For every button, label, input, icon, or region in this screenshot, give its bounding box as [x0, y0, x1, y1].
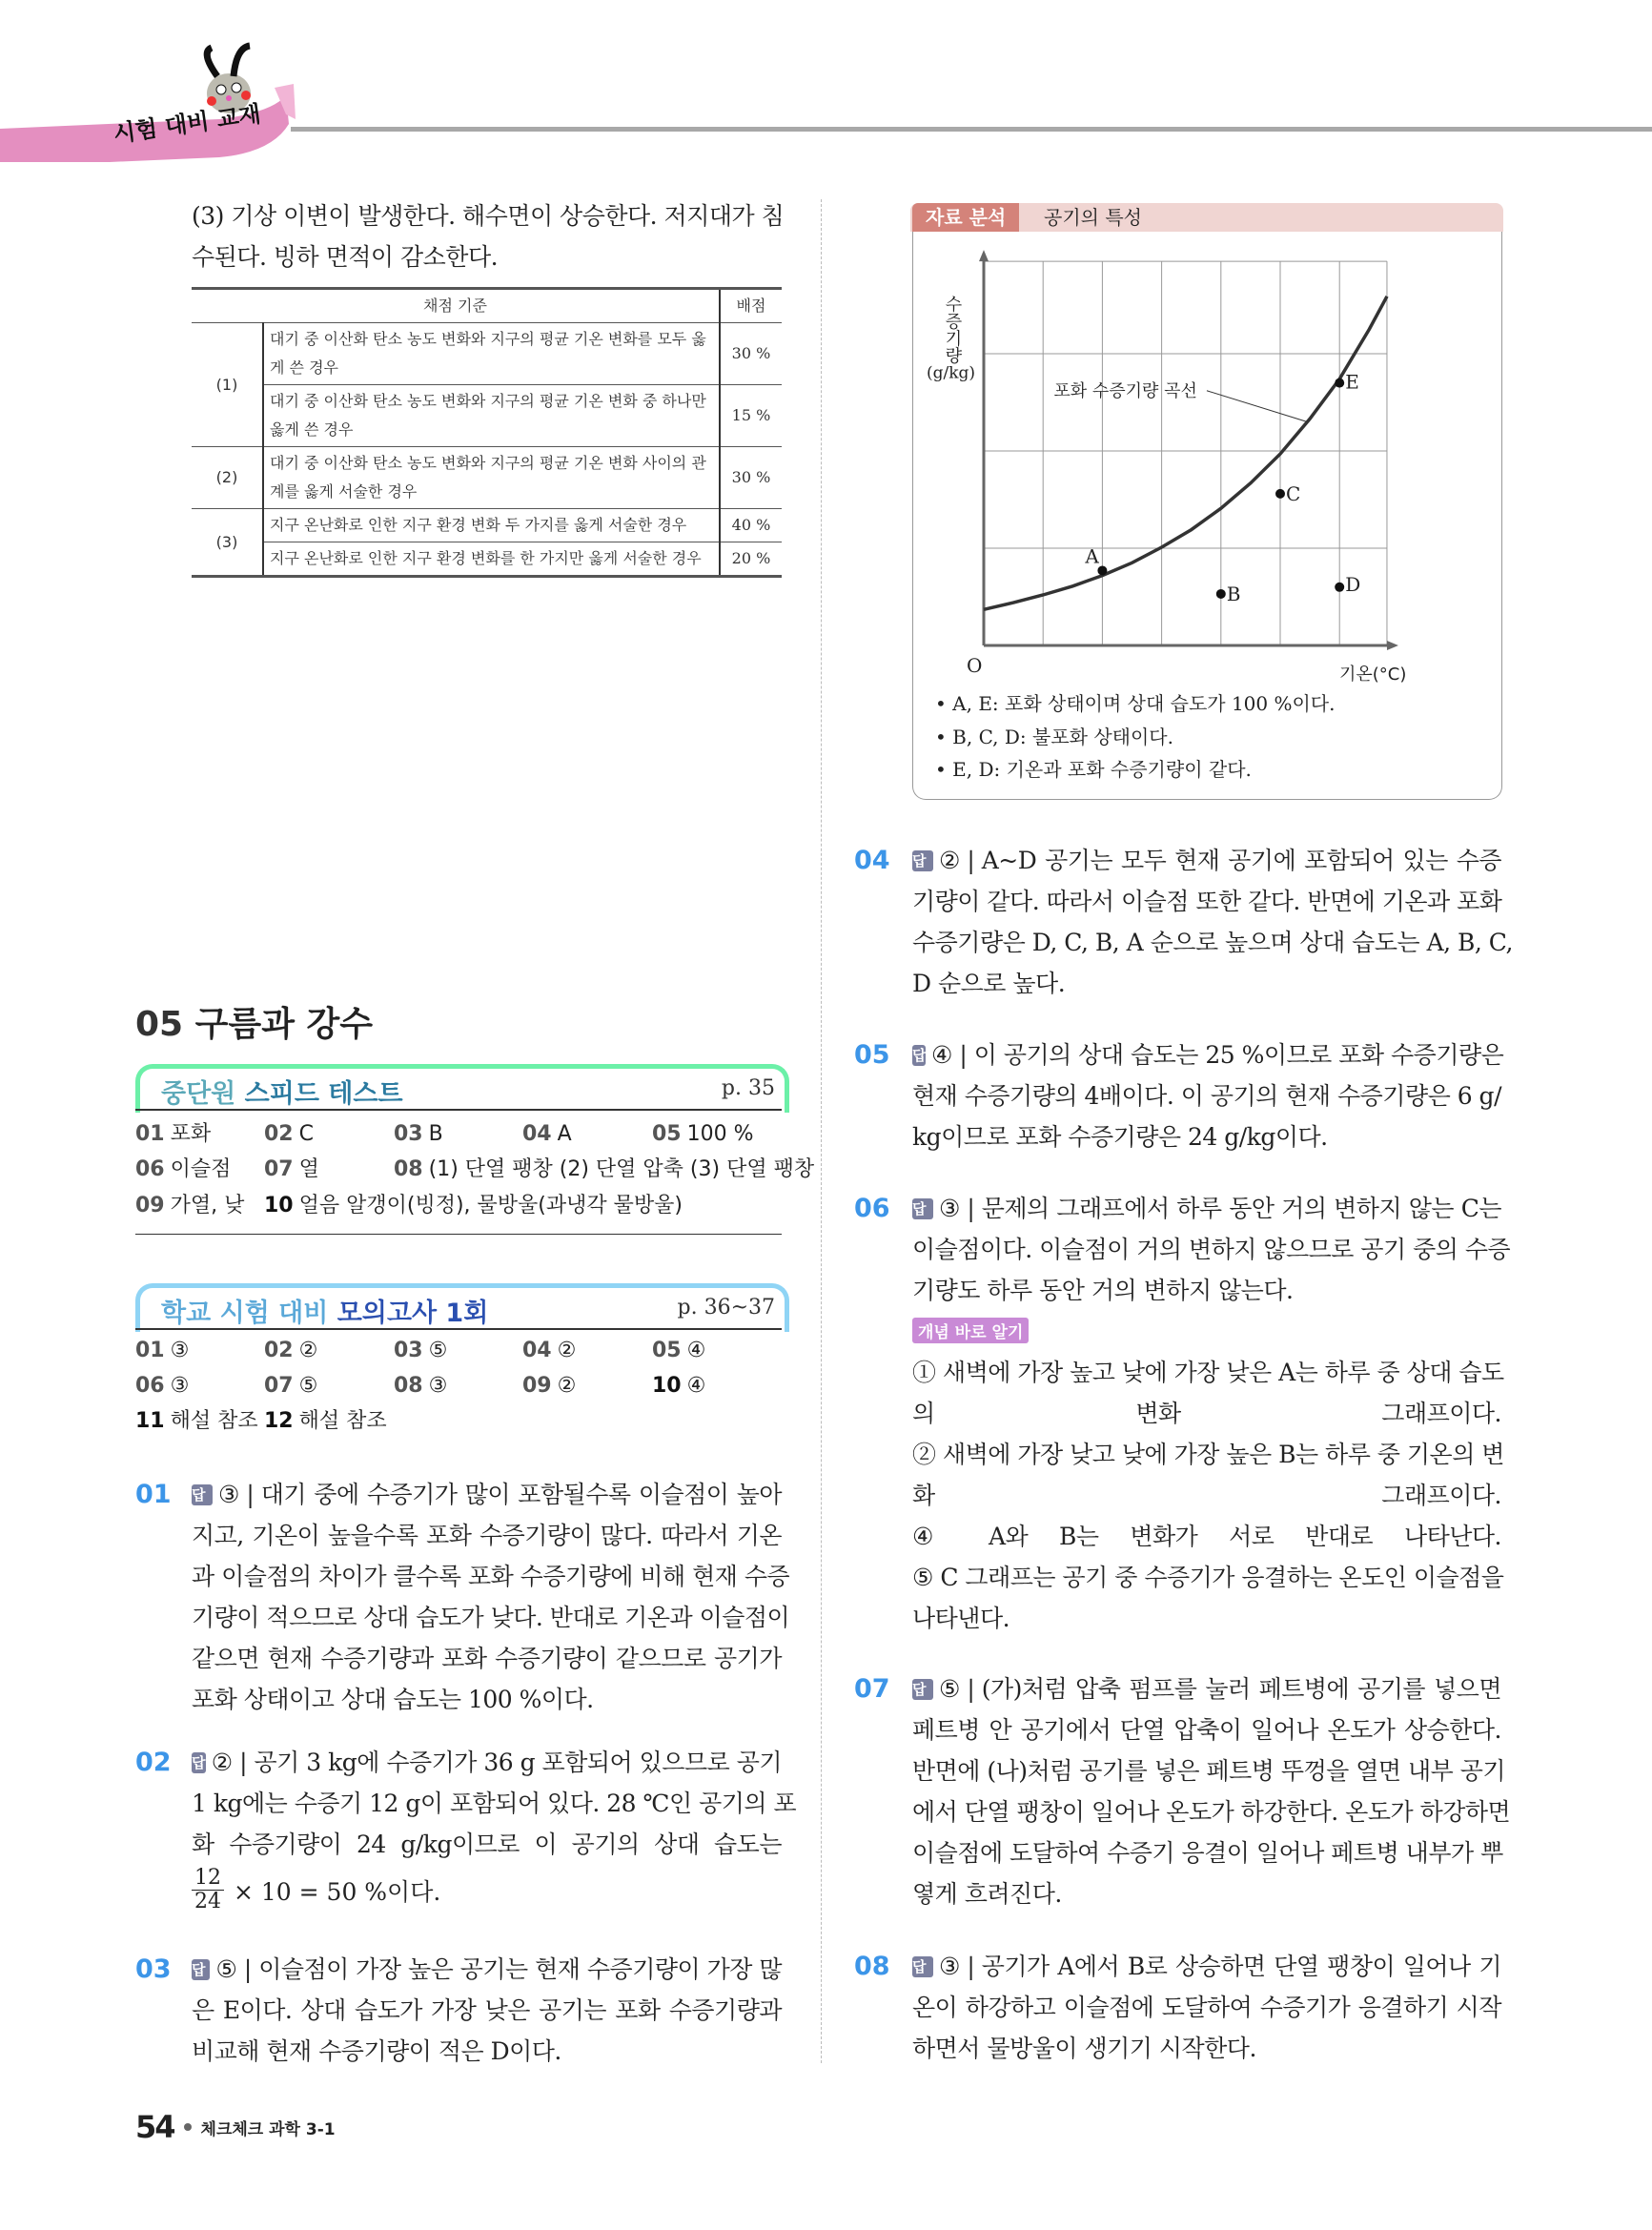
data-point [1216, 589, 1226, 599]
answer-choice: ⑤ | [215, 1955, 259, 1983]
text-line [912, 1946, 1501, 1987]
saturation-curve [984, 297, 1387, 610]
text-line: 페트병 안 공기에서 단열 압축이 일어나 온도가 상승한다. [912, 1716, 1501, 1744]
answer-badge-icon: 답 [912, 1198, 933, 1219]
explanation-text: (가)처럼 압축 펌프를 눌러 페트병에 공기를 넣으면 [981, 1675, 1501, 1703]
speed-test-rule [135, 1109, 782, 1111]
answer-3-text [192, 195, 785, 277]
text-line [912, 1668, 1501, 1709]
text-line: 1 kg에는 수증기 12 g이 포함되어 있다. 28 ℃인 공기의 포 [192, 1790, 797, 1817]
section-heading [135, 997, 373, 1046]
fraction [192, 1867, 224, 1913]
ribbon-label: 시험 대비 교재 [112, 100, 263, 148]
speed-test-header [135, 1064, 789, 1113]
text-line: 수된다. 빙하 면적이 감소한다. [192, 243, 499, 271]
answer-badge-icon: 답 [912, 1956, 933, 1977]
text-line: ② 새벽에 가장 낮고 낮에 가장 높은 B는 하루 중 기온의 변 [912, 1441, 1504, 1468]
data-point [1097, 565, 1107, 575]
text-line: 옇게 흐려진다. [912, 1880, 1062, 1908]
header-criterion: 채점 기준 [192, 289, 720, 323]
question-number: 03 [135, 1954, 172, 1984]
mock-answer: 09 ② [522, 1374, 577, 1398]
text-line [912, 1188, 1501, 1229]
text-line: (3) 기상 이변이 발생한다. 해수면이 상승한다. 저지대가 침 [192, 202, 785, 230]
speed-answer: 07 열 [264, 1157, 319, 1181]
explanation-text: A~D 공기는 모두 현재 공기에 포함되어 있는 수증 [981, 847, 1501, 874]
mock-exam-rule [135, 1328, 782, 1330]
explanation-01 [192, 1474, 790, 1720]
header-ribbon [0, 38, 305, 162]
y-axis-label: 수증기량 [942, 295, 963, 364]
question-number: 06 [854, 1194, 890, 1223]
speed-answer: 06 이슬점 [135, 1157, 232, 1181]
data-point [1335, 583, 1344, 592]
bullet-dot-icon [184, 2123, 192, 2131]
point-label: E [1345, 370, 1359, 394]
question-number: 04 [854, 846, 890, 875]
x-axis-arrow-icon [1387, 641, 1398, 650]
answer-choice: ③ | [939, 1195, 982, 1222]
table-row [192, 385, 782, 447]
group-label: (3) [192, 509, 263, 577]
group-label: (1) [192, 323, 263, 447]
mock-answer: 07 ⑤ [264, 1374, 318, 1398]
speed-answer: 03 B [394, 1122, 443, 1146]
text-line: 이슬점에 도달하여 수증기 응결이 일어나 페트병 내부가 뿌 [912, 1839, 1503, 1867]
mock-answer: 11 해설 참조 [135, 1409, 258, 1433]
data-point [1275, 489, 1285, 499]
answer-choice: ② | [939, 847, 982, 874]
explanation-text: 대기 중에 수증기가 많이 포함될수록 이슬점이 높아 [260, 1481, 782, 1508]
score-cell: 20 % [720, 542, 782, 577]
section-number: 05 [135, 1005, 184, 1044]
text-line: 비교해 현재 수증기량이 적은 D이다. [192, 2037, 561, 2065]
book-title: 체크체크 과학 3-1 [200, 2119, 336, 2139]
table-row [192, 542, 782, 577]
speed-answer: 08 (1) 단열 팽창 (2) 단열 압축 (3) 단열 팽창 [394, 1157, 815, 1181]
text-line: 현재 수증기량의 4배이다. 이 공기의 현재 수증기량은 6 g/ [912, 1082, 1501, 1110]
saturation-chart [910, 229, 1501, 686]
point-label: C [1286, 481, 1301, 505]
explanation-05 [912, 1034, 1504, 1157]
text-line: ① 새벽에 가장 높고 낮에 가장 낮은 A는 하루 중 상대 습도 [912, 1359, 1504, 1386]
speed-answer: 01 포화 [135, 1122, 212, 1146]
text-line: 지고, 기온이 높을수록 포화 수증기량이 많다. 따라서 기온 [192, 1522, 782, 1549]
text-line: ⑤ C 그래프는 공기 중 수증기가 응결하는 온도인 이슬점을 [912, 1564, 1504, 1591]
answer-badge-icon: 답 [912, 850, 933, 871]
explanation-03 [192, 1949, 782, 2072]
speed-answer: 04 A [522, 1122, 572, 1146]
point-label: D [1345, 572, 1361, 596]
curve-label: 포화 수증기량 곡선 [1053, 380, 1197, 401]
speed-answer: 05 100 % [652, 1122, 754, 1146]
fraction-denominator: 24 [194, 1890, 221, 1913]
question-number: 08 [854, 1952, 890, 1981]
origin-label: O [967, 654, 983, 677]
explanation-text: 공기가 A에서 B로 상승하면 단열 팽창이 일어나 기 [981, 1953, 1501, 1980]
explanation-02 [192, 1742, 797, 1865]
text-line: 의 변화 그래프이다. [912, 1400, 1501, 1427]
text-line: 수증기량은 D, C, B, A 순으로 높으며 상대 습도는 A, B, C, [912, 929, 1513, 956]
mock-answer: 10 ④ [652, 1374, 706, 1398]
mock-exam-title-b: 모의고사 1회 [337, 1299, 489, 1328]
column-divider [821, 199, 822, 2063]
score-cell: 30 % [720, 447, 782, 509]
text-line: 이슬점이다. 이슬점이 거의 변하지 않으므로 공기 중의 수증 [912, 1236, 1511, 1263]
text-line: kg이므로 포화 수증기량은 24 g/kg이다. [912, 1123, 1328, 1151]
concept-label: 개념 바로 알기 [912, 1318, 1029, 1343]
score-cell: 40 % [720, 509, 782, 542]
analysis-box-header [910, 203, 1503, 232]
fraction-expression [192, 1867, 440, 1913]
point-label: A [1085, 544, 1099, 568]
criterion-cell: 대기 중 이산화 탄소 농도 변화와 지구의 평균 기온 변화를 모두 옳게 쓴 경우 [263, 323, 720, 385]
mock-exam-title-a: 학교 시험 대비 [161, 1299, 337, 1328]
text-line [192, 1474, 782, 1515]
text-line [192, 1949, 782, 1990]
answer-choice: ③ | [939, 1953, 982, 1980]
fraction-numerator: 12 [192, 1867, 224, 1891]
answer-badge-icon: 답 [192, 1959, 210, 1980]
text-line: 은 E이다. 상대 습도가 가장 낮은 공기는 포화 수증기량과 [192, 1996, 782, 2024]
header-rule [291, 127, 1652, 132]
speed-answer: 02 C [264, 1122, 314, 1146]
answer-badge-icon: 답 [912, 1679, 933, 1700]
speed-test-bottom-rule [135, 1234, 782, 1235]
mock-exam-page: p. 36~37 [677, 1296, 775, 1320]
text-line: 같으면 현재 수증기량과 포화 수증기량이 같으므로 공기가 [192, 1645, 782, 1672]
text-line: 온이 하강하고 이슬점에 도달하여 수증기가 응결하기 시작 [912, 1994, 1501, 2021]
speed-answer: 09 가열, 낮 [135, 1194, 245, 1217]
answer-choice: ③ | [218, 1481, 261, 1508]
table-row [192, 323, 782, 385]
score-cell: 15 % [720, 385, 782, 447]
point-label: B [1226, 582, 1241, 605]
answer-badge-icon: 답 [192, 1484, 213, 1505]
y-axis-arrow-icon [979, 250, 989, 261]
explanation-07 [912, 1668, 1511, 1914]
speed-test-title-a: 중단원 [161, 1079, 245, 1109]
header-score: 배점 [720, 289, 782, 323]
explanation-text: 문제의 그래프에서 하루 동안 거의 변하지 않는 C는 [981, 1195, 1501, 1222]
explanation-text: 공기 3 kg에 수증기가 36 g 포함되어 있으므로 공기 [254, 1749, 782, 1776]
text-line [192, 1742, 782, 1783]
question-number: 05 [854, 1040, 890, 1070]
answer-badge-icon: 답 [912, 1046, 926, 1064]
answer-choice: ④ | [931, 1041, 974, 1069]
analysis-bullet: • B, C, D: 불포화 상태이다. [935, 726, 1173, 748]
text-line: 화 그래프이다. [912, 1482, 1501, 1509]
mock-answer: 05 ④ [652, 1339, 706, 1362]
answer-badge-icon: 답 [192, 1753, 205, 1771]
mock-answer: 12 해설 참조 [264, 1409, 387, 1433]
criterion-cell: 대기 중 이산화 탄소 농도 변화와 지구의 평균 기온 변화 중 하나만 옳게 쓴 경우 [263, 385, 720, 447]
mock-answer: 03 ⑤ [394, 1339, 448, 1362]
mock-answer: 01 ③ [135, 1339, 190, 1362]
text-line: 에서 단열 팽창이 일어나 온도가 하강한다. 온도가 하강하면 [912, 1798, 1511, 1826]
footer [135, 2109, 336, 2145]
text-line: 화 수증기량이 24 g/kg이므로 이 공기의 상대 습도는 [192, 1831, 782, 1858]
table-row [192, 447, 782, 509]
data-point [1335, 378, 1344, 388]
x-axis-label: 기온(°C) [1338, 665, 1407, 685]
text-line: 과 이슬점의 차이가 클수록 포화 수증기량에 비해 현재 수증 [192, 1563, 790, 1590]
score-cell: 30 % [720, 323, 782, 385]
explanation-text: 이슬점이 가장 높은 공기는 현재 수증기량이 가장 많 [258, 1955, 782, 1983]
table-row [192, 509, 782, 542]
answer-choice: ⑤ | [939, 1675, 982, 1703]
y-axis-unit: (g/kg) [927, 363, 976, 383]
group-label: (2) [192, 447, 263, 509]
explanation-06 [912, 1188, 1511, 1311]
mock-answer: 04 ② [522, 1339, 577, 1362]
mock-answer: 06 ③ [135, 1374, 190, 1398]
speed-test-title-b: 스피드 테스트 [244, 1079, 403, 1109]
text-line: 나타낸다. [912, 1605, 1010, 1632]
question-number: 01 [135, 1480, 172, 1509]
curve-leader-line [1207, 391, 1307, 422]
text-line: D 순으로 높다. [912, 970, 1066, 997]
analysis-bullet: • E, D: 기온과 포화 수증기량이 같다. [935, 758, 1252, 781]
text-line [912, 1034, 1504, 1075]
grading-table [192, 287, 782, 578]
criterion-cell: 지구 온난화로 인한 지구 환경 변화를 한 가지만 옳게 서술한 경우 [263, 542, 720, 577]
page-number: 54 [135, 2109, 174, 2145]
speed-answer: 10 얼음 알갱이(빙정), 물방울(과냉각 물방울) [264, 1194, 683, 1217]
criterion-cell: 지구 온난화로 인한 지구 환경 변화 두 가지를 옳게 서술한 경우 [263, 509, 720, 542]
analysis-title: 공기의 특성 [1044, 206, 1142, 229]
text-line: 포화 상태이고 상대 습도는 100 %이다. [192, 1686, 594, 1713]
section-title: 구름과 강수 [194, 1005, 374, 1044]
speed-test-page: p. 35 [721, 1076, 775, 1100]
mock-exam-header [135, 1283, 789, 1332]
explanation-04 [912, 840, 1513, 1004]
question-number: 07 [854, 1674, 890, 1704]
mascot-rabbit-icon [0, 38, 305, 162]
concept-text [912, 1352, 1504, 1639]
text-line: ④ A와 B는 변화가 서로 반대로 나타난다. [912, 1523, 1501, 1550]
criterion-cell: 대기 중 이산화 탄소 농도 변화와 지구의 평균 기온 변화 사이의 관계를 옳게 서술한 경우 [263, 447, 720, 509]
answer-choice: ② | [211, 1749, 255, 1776]
mock-answer: 02 ② [264, 1339, 318, 1362]
text-line: 기량도 하루 동안 거의 변하지 않는다. [912, 1277, 1294, 1304]
fraction-rest: × 10 = 50 %이다. [234, 1877, 441, 1906]
text-line: 기량이 같다. 따라서 이슬점 또한 같다. 반면에 기온과 포화 [912, 888, 1502, 915]
explanation-text: 이 공기의 상대 습도는 25 %이므로 포화 수증기량은 [973, 1041, 1504, 1069]
text-line: 하면서 물방울이 생기기 시작한다. [912, 2035, 1256, 2062]
text-line: 반면에 (나)처럼 공기를 넣은 페트병 뚜껑을 열면 내부 공기 [912, 1757, 1506, 1785]
text-line: 기량이 적으므로 상대 습도가 낮다. 반대로 기온과 이슬점이 [192, 1604, 790, 1631]
table-header-row [192, 289, 782, 323]
mock-answer: 08 ③ [394, 1374, 448, 1398]
analysis-bullet: • A, E: 포화 상태이며 상대 습도가 100 %이다. [935, 692, 1336, 715]
analysis-tag: 자료 분석 [912, 203, 1019, 232]
text-line [912, 840, 1501, 881]
question-number: 02 [135, 1748, 172, 1777]
explanation-08 [912, 1946, 1501, 2069]
